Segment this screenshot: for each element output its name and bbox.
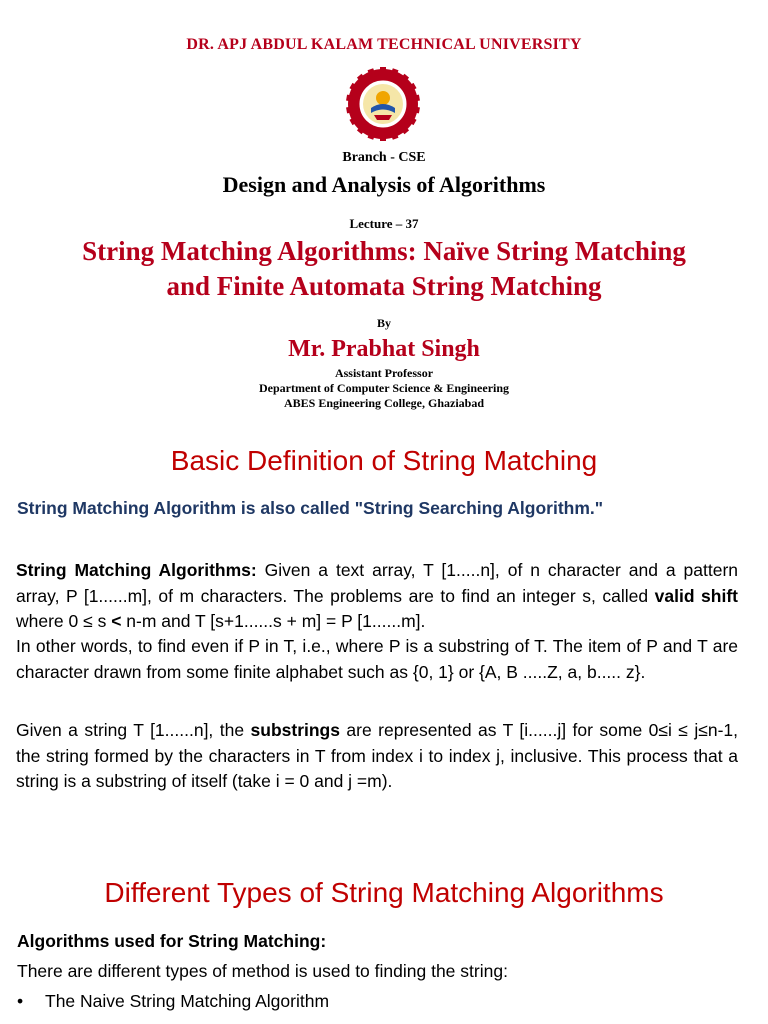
course-title: Design and Analysis of Algorithms bbox=[222, 172, 546, 197]
author-role: Assistant Professor bbox=[334, 366, 434, 380]
algorithms-subheading: Algorithms used for String Matching: bbox=[17, 931, 327, 951]
text-segment: where 0 ≤ s bbox=[16, 611, 112, 631]
lecture-title-line2: and Finite Automata String Matching bbox=[166, 271, 602, 301]
algorithms-intro: There are different types of method is used to finding the string: bbox=[17, 961, 508, 981]
paragraph-other-words: In other words, to find even if P in T, i.e., where P is a substring of T. The item of P and T are character drawn from some finite alphabet such as {0, 1} or {A, B .....Z, a, b..... z}. bbox=[16, 636, 738, 682]
university-name: DR. APJ ABDUL KALAM TECHNICAL UNIVERSITY bbox=[186, 36, 582, 53]
bold-valid-shift: valid shift bbox=[654, 585, 738, 606]
branch-label: Branch - CSE bbox=[342, 150, 426, 165]
bold-lead: String Matching Algorithms: bbox=[16, 560, 257, 580]
author-department: Department of Computer Science & Engineering bbox=[258, 381, 510, 395]
text-segment: are represented as T [i......j] for some 0≤i ≤ j≤n-1, the string formed by the characters in T from index i to index j, inclusive. This process that a string is a substring of itself (take i = 0 and j =m). bbox=[16, 720, 738, 791]
lecture-title-line1: String Matching Algorithms: Naïve String Matching bbox=[82, 236, 686, 266]
text-segment: n-m and T [s+1......s + m] = P [1......m]. bbox=[121, 611, 426, 631]
university-logo-icon bbox=[346, 67, 420, 141]
by-label: By bbox=[376, 316, 391, 330]
list-item-text: The Naive String Matching Algorithm bbox=[45, 991, 330, 1011]
bold-substrings: substrings bbox=[250, 720, 340, 740]
paragraph-definition bbox=[16, 558, 738, 635]
bold-less-than: < bbox=[111, 611, 122, 631]
lecture-number: Lecture – 37 bbox=[349, 216, 419, 231]
bullet-icon: • bbox=[17, 991, 24, 1011]
text-segment: Given a string T [1......n], the bbox=[16, 720, 251, 740]
section-heading-types: Different Types of String Matching Algorithms bbox=[104, 877, 664, 908]
section-intro: String Matching Algorithm is also called "String Searching Algorithm." bbox=[17, 498, 604, 518]
author-college: ABES Engineering College, Ghaziabad bbox=[283, 396, 485, 410]
section-heading-basic-definition: Basic Definition of String Matching bbox=[170, 445, 598, 476]
list-item bbox=[17, 991, 329, 1012]
author-name: Mr. Prabhat Singh bbox=[288, 336, 480, 362]
text-segment: Given a text array, T [1.....n], of n character and a pattern array, P [1......m], of m characters. The problems are to find an integer s, called bbox=[16, 560, 739, 606]
paragraph-substrings bbox=[16, 718, 738, 795]
